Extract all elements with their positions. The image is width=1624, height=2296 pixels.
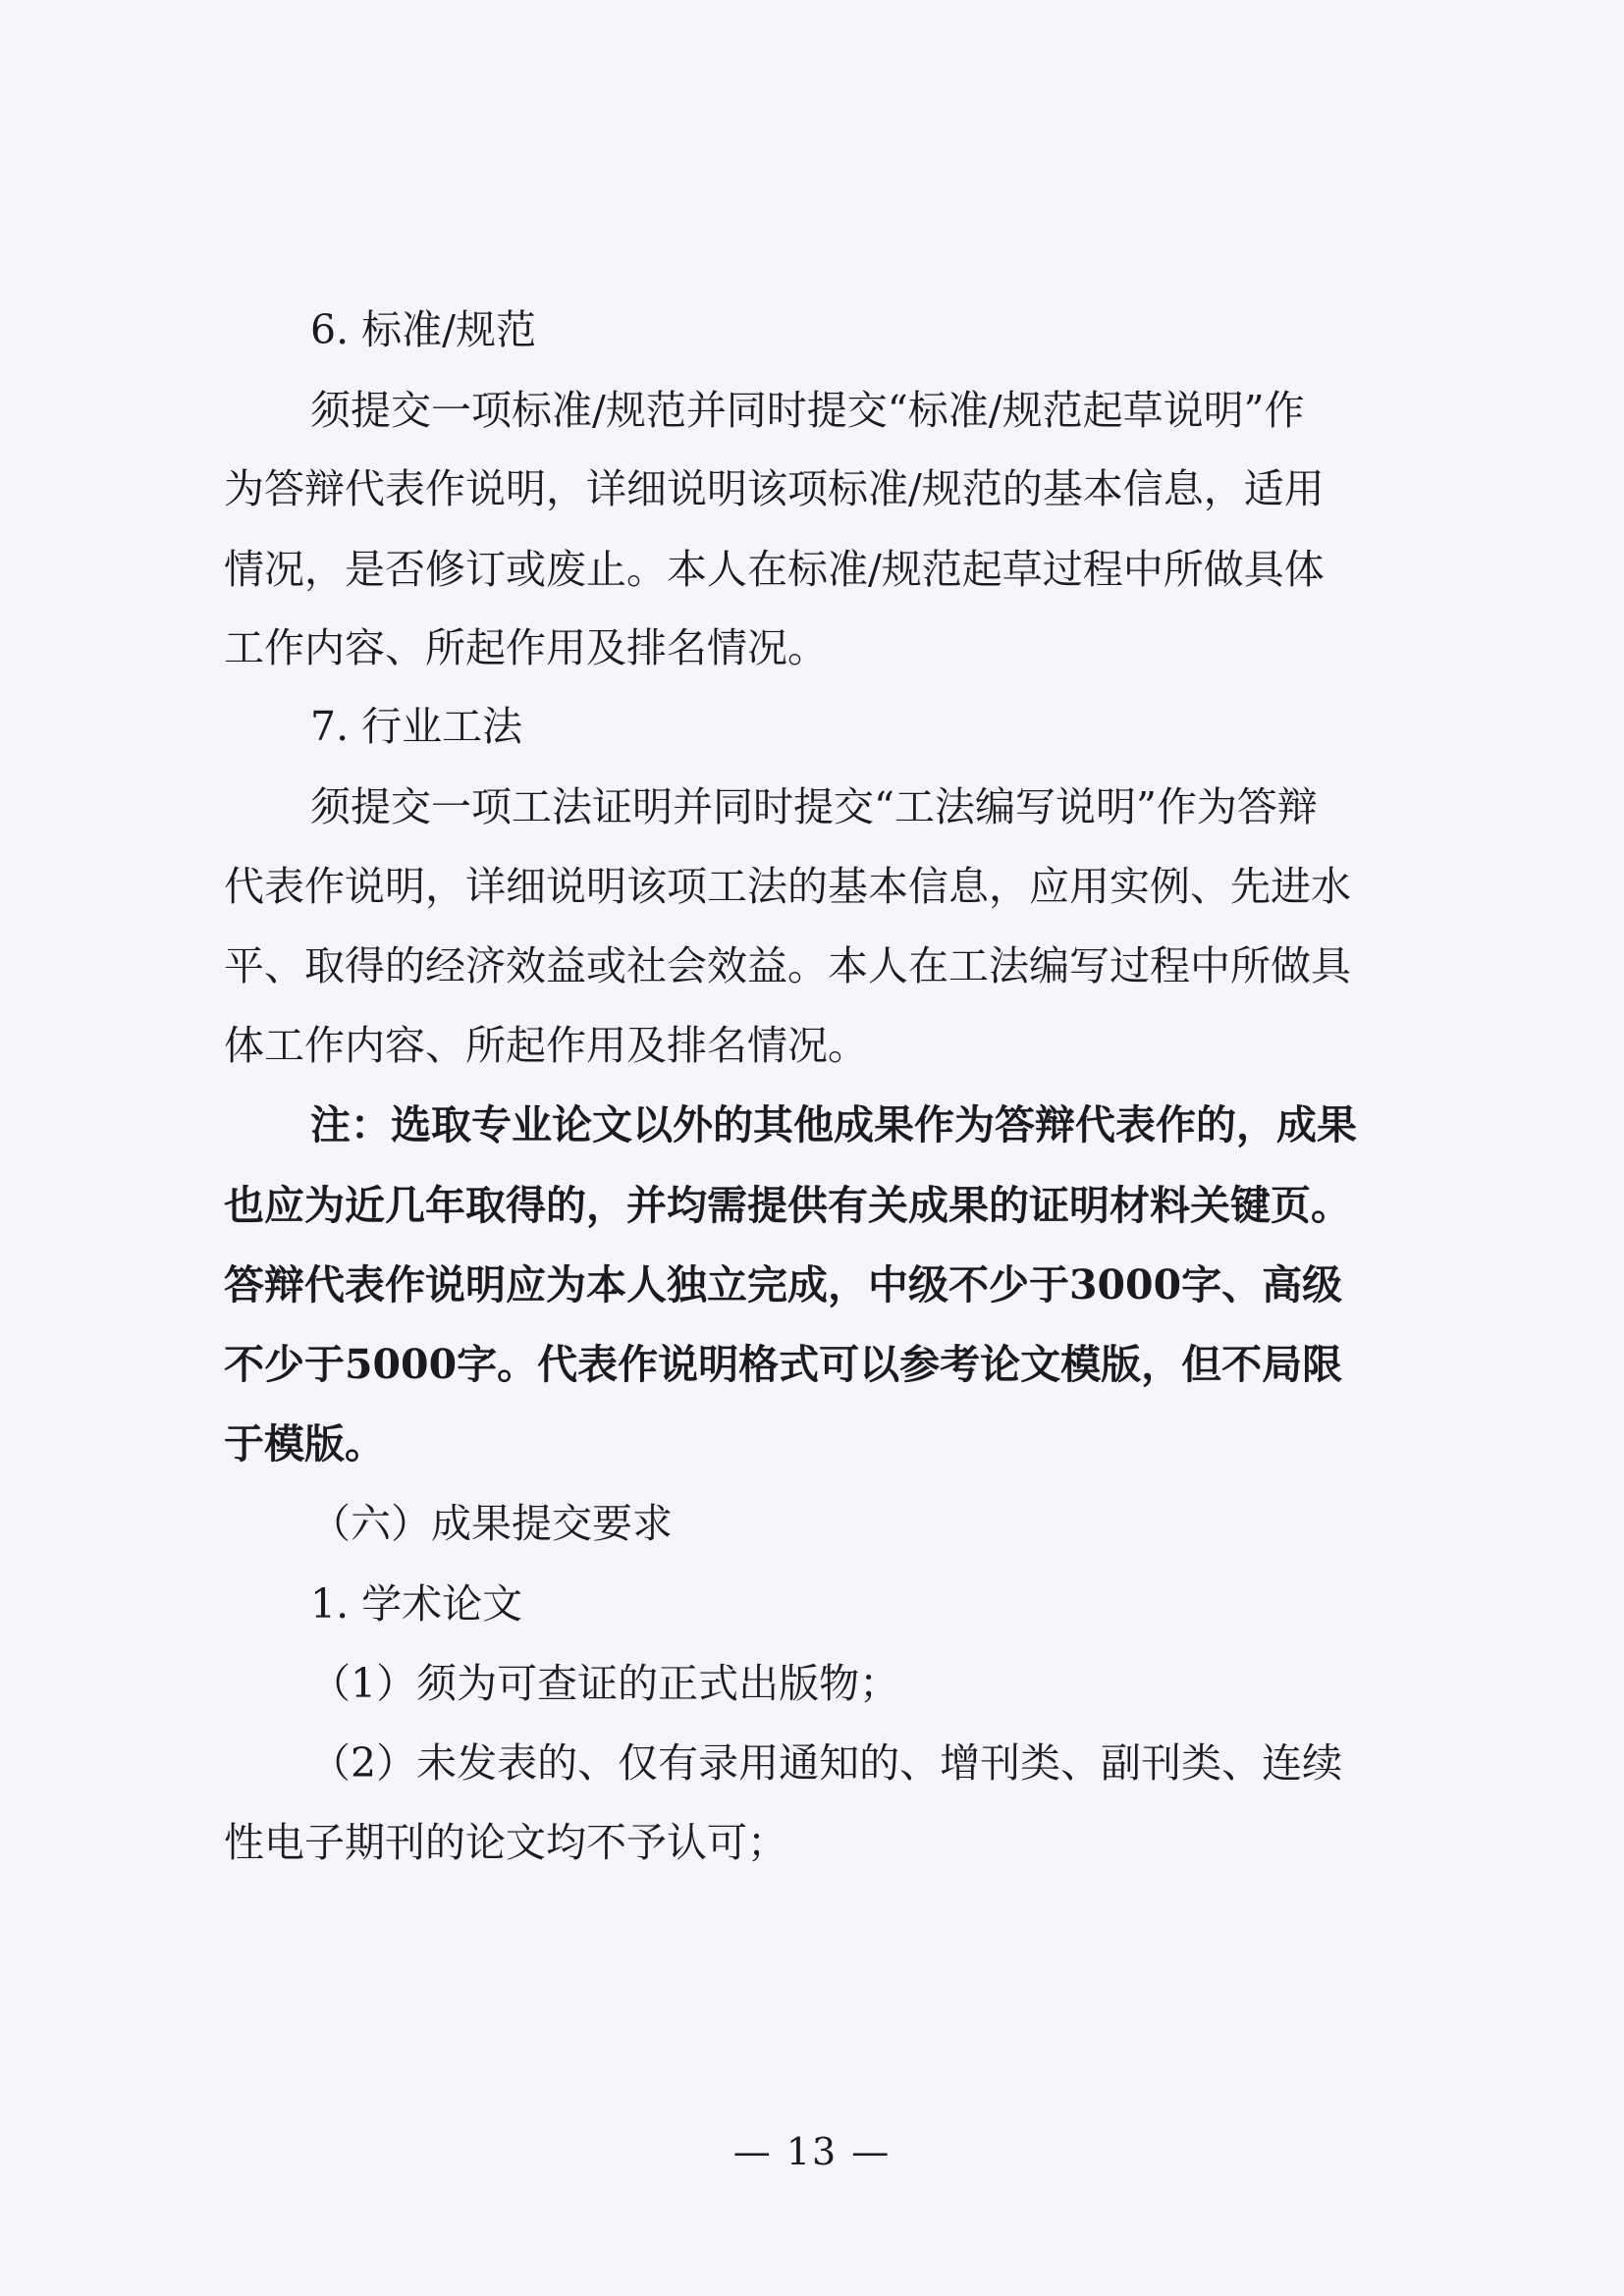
note-line: 不少于5000字。代表作说明格式可以参考论文模版，但不局限 — [224, 1341, 1343, 1388]
note-line: 注：选取专业论文以外的其他成果作为答辩代表作的，成果 — [310, 1101, 1357, 1148]
paragraph-line: 情况，是否修订或废止。本人在标准/规范起草过程中所做具体 — [224, 546, 1325, 593]
section-heading-construction-method: 7. 行业工法 — [310, 703, 523, 750]
paragraph-line: 为答辩代表作说明，详细说明该项标准/规范的基本信息，适用 — [224, 465, 1325, 512]
list-item-continuation: 性电子期刊的论文均不予认可； — [224, 1819, 787, 1866]
list-item: （2）未发表的、仅有录用通知的、增刊类、副刊类、连续 — [310, 1739, 1343, 1787]
paragraph-line: 体工作内容、所起作用及排名情况。 — [224, 1022, 868, 1069]
note-line: 于模版。 — [224, 1420, 385, 1468]
paragraph-line: 工作内容、所起作用及排名情况。 — [224, 624, 828, 671]
note-line: 也应为近几年取得的，并均需提供有关成果的证明材料关键页。 — [224, 1182, 1351, 1229]
paragraph-line: 平、取得的经济效益或社会效益。本人在工法编写过程中所做具 — [224, 942, 1351, 989]
list-item: （1）须为可查证的正式出版物； — [310, 1660, 900, 1707]
paragraph-line: 须提交一项标准/规范并同时提交“标准/规范起草说明”作 — [310, 387, 1305, 434]
section-heading-academic-paper: 1. 学术论文 — [310, 1580, 523, 1628]
note-line: 答辩代表作说明应为本人独立完成，中级不少于3000字、高级 — [224, 1261, 1343, 1308]
paragraph-line: 须提交一项工法证明并同时提交“工法编写说明”作为答辩 — [310, 783, 1318, 830]
section-heading-standard: 6. 标准/规范 — [310, 306, 536, 353]
paragraph-line: 代表作说明，详细说明该项工法的基本信息，应用实例、先进水 — [224, 863, 1351, 910]
page-number: — 13 — — [732, 2130, 892, 2173]
section-heading-submission-requirements: （六）成果提交要求 — [310, 1500, 673, 1547]
